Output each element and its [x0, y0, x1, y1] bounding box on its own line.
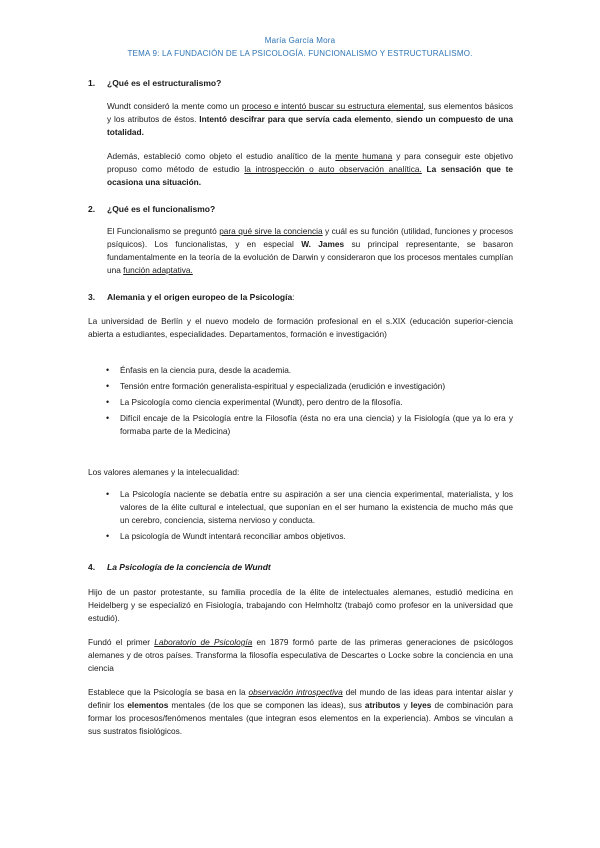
bold-text: Intentó descifrar para que servía cada elemento	[199, 114, 391, 124]
bullet-icon: •	[106, 397, 110, 407]
text-run: su principal representante, se basaron fundamentalmente en la teoría de la evolución de Darwin y consideraron que los procesos mentales cumplían una	[107, 239, 513, 275]
section-4-title: La Psicología de la conciencia de Wundt	[107, 562, 271, 572]
list-item	[106, 364, 513, 377]
document-title: TEMA 9: LA FUNDACIÓN DE LA PSICOLOGÍA. FUNCIONALISMO Y ESTRUCTURALISMO.	[127, 49, 473, 58]
section-3-intro: La universidad de Berlín y el nuevo modelo de formación profesional en el s.XIX (educación superior-ciencia abierta a estudiantes, especialidades. Departamentos, formación e investigación)	[88, 316, 513, 339]
underlined-text: mente humana	[335, 151, 393, 161]
text-run: en 1879 formó parte de las primeras generaciones de psicólogos alemanes y de otros países. Transforma la filosofía especulativa de Descartes o Locke sobre la conciencia en una ciencia	[88, 637, 513, 673]
text-run: de combinación para formar los procesos/fenómenos mentales (que integran esos elementos en la experiencia). Ambos se vinculan a sus sustratos fisiológicos.	[88, 700, 513, 736]
text-run: , sus elementos básicos y los atributos de éstos.	[107, 101, 514, 124]
list-item-text: Énfasis en la ciencia pura, desde la academia.	[120, 365, 292, 375]
section-2-paragraph-1	[107, 225, 513, 277]
list-item-text: La Psicología como ciencia experimental (Wundt), pero dentro de la filosofía.	[120, 397, 403, 407]
values-title: Los valores alemanes y la intelecualidad:	[88, 467, 240, 477]
author-name: María García Mora	[264, 36, 336, 45]
section-1-paragraph-1	[107, 100, 513, 139]
section-4-paragraph-1: Hijo de un pastor protestante, su familia procedía de la élite de intelectuales alemanes, estudió medicina en Heidelberg y se especializó en Fisiología, trabajando con Helmholtz (trabajó como profesor en la universidad que estudió).	[88, 587, 513, 623]
text-run: y cuál es su función (utilidad, funciones y procesos psíquicos). Los funcionalistas, y en especial	[107, 226, 513, 249]
bold-text: leyes	[410, 700, 432, 710]
text-run: Wundt consideró la mente como un	[107, 101, 242, 111]
bullet-icon: •	[106, 413, 110, 423]
section-2-number: 2.	[88, 204, 96, 214]
underlined-text: Laboratorio de Psicología	[154, 637, 253, 647]
text-run: mentales (de los que se componen las ideas), sus	[168, 700, 365, 710]
text-run: Fundó el primer	[88, 637, 155, 647]
text-run: ,	[390, 114, 396, 124]
text-run: Establece que la Psicología se basa en la	[88, 687, 249, 697]
underlined-text: función adaptativa.	[123, 265, 193, 275]
section-3-bullet-list	[106, 364, 513, 441]
list-item-text: La Psicología naciente se debatía entre su aspiración a ser una ciencia experimental, materialista, y los valores de la élite cultural e intelectual, que suponían en el ser humano la existencia de mucho más que un cerebro, conciencia, sistema nervioso y conducta.	[120, 489, 513, 525]
bullet-icon: •	[106, 381, 110, 391]
bold-text: W. James	[301, 239, 345, 249]
values-bullet-list	[106, 488, 513, 546]
text-run: El Funcionalismo se preguntó	[107, 226, 220, 236]
underlined-text: la introspección o auto observación analítica.	[244, 164, 422, 174]
section-1-number: 1.	[88, 78, 96, 88]
section-4-paragraph-2	[88, 636, 513, 675]
section-4-paragraph-3	[88, 686, 513, 738]
section-1-paragraph-2	[107, 150, 513, 189]
underlined-text: proceso e intentó buscar su estructura elemental	[241, 101, 424, 111]
list-item-text: La psicología de Wundt intentará reconciliar ambos objetivos.	[120, 531, 346, 541]
list-item	[106, 396, 513, 409]
bold-text: siendo un compuesto de una totalidad.	[107, 114, 513, 137]
bold-text: La sensación que te ocasiona una situación.	[107, 164, 513, 187]
underlined-text: para qué sirve la conciencia	[219, 226, 323, 236]
section-4-heading	[88, 562, 271, 572]
section-1-heading	[88, 78, 221, 88]
text-run: del mundo de las ideas para intentar aislar y definir los	[88, 687, 513, 710]
bullet-icon: •	[106, 531, 110, 541]
list-item-text: Tensión entre formación generalista-espiritual y especializada (erudición e investigación)	[120, 381, 446, 391]
bullet-icon: •	[106, 365, 110, 375]
list-item	[106, 530, 513, 543]
section-1-title: ¿Qué es el estructuralismo?	[107, 78, 222, 88]
section-3-title: Alemania y el origen europeo de la Psicología	[107, 292, 293, 302]
section-3-number: 3.	[88, 292, 96, 302]
underlined-text: observación introspectiva	[248, 687, 343, 697]
bold-text: elementos	[127, 700, 169, 710]
section-2-title: ¿Qué es el funcionalismo?	[107, 204, 216, 214]
bullet-icon: •	[106, 489, 110, 499]
section-4-number: 4.	[88, 562, 96, 572]
list-item-text: Difícil encaje de la Psicología entre la Filosofía (ésta no era una ciencia) y la Fisiología (que ya lo era y formaba parte de la Medicina)	[120, 413, 513, 436]
text-run: y para conseguir este objetivo propuso como método de estudio	[107, 151, 513, 174]
list-item	[106, 488, 513, 527]
bold-text: atributos	[364, 700, 401, 710]
text-run: y	[400, 700, 411, 710]
section-3-heading	[88, 292, 295, 302]
section-2-heading	[88, 204, 215, 214]
list-item	[106, 380, 513, 393]
text-run: Además, estableció como objeto el estudio analítico de la	[107, 151, 336, 161]
list-item	[106, 412, 513, 438]
section-3-colon: :	[292, 292, 295, 302]
